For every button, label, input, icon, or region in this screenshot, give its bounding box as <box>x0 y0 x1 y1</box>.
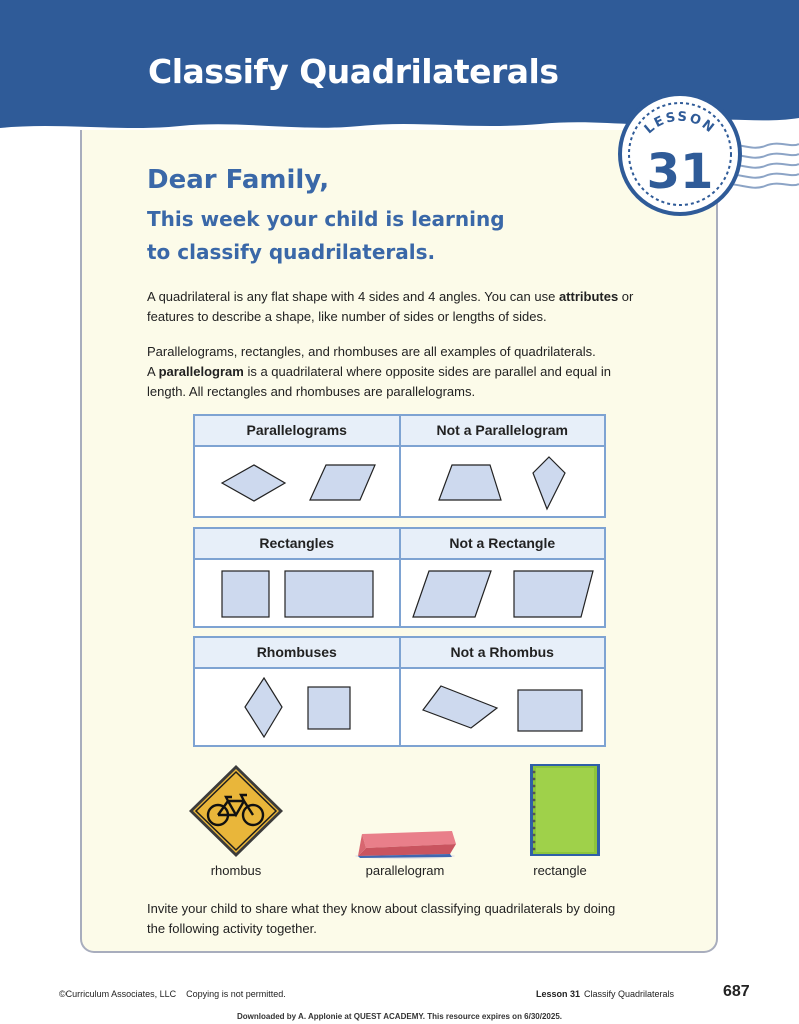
header-rhombuses: Rhombuses <box>256 644 337 660</box>
rectangle-shape <box>285 571 373 617</box>
square-shape <box>222 571 269 617</box>
trapezoid-shape <box>439 465 501 500</box>
intro-line-1: This week your child is learning <box>147 207 505 231</box>
para1-text-b: or features to describe a shape, like number of sides or lengths of sides. <box>147 289 634 324</box>
table-header-row <box>195 638 604 669</box>
caption-parallelogram: parallelogram <box>365 863 445 878</box>
kite-shape <box>533 457 565 509</box>
para1-text-a: A quadrilateral is any flat shape with 4 sides and 4 angles. You can use <box>147 289 559 304</box>
lesson-label: Lesson 31 <box>536 989 581 999</box>
intro-line-2: to classify quadrilaterals. <box>147 240 436 264</box>
trapezoid-shape <box>514 571 593 617</box>
para2-text-a: A <box>147 364 159 379</box>
lesson-title: Classify Quadrilaterals <box>584 989 675 999</box>
header-parallelograms: Parallelograms <box>246 422 347 438</box>
page-number: 687 <box>723 983 750 1000</box>
footer-copyright <box>59 989 286 999</box>
para2-line1: Parallelograms, rectangles, and rhombuses are all examples of quadrilaterals. <box>147 344 596 359</box>
table-header-row <box>195 529 604 560</box>
square-shape <box>308 687 350 729</box>
para1-bold-term: attributes <box>558 289 619 304</box>
table-header-row <box>195 416 604 447</box>
para2-bold-term: parallelogram <box>158 364 244 379</box>
notebook-image <box>526 762 602 858</box>
paragraph-attributes <box>147 287 647 327</box>
rhombus-shape <box>245 678 282 737</box>
invite-text: Invite your child to share what they know about classifying quadrilaterals by doing the following activity together. <box>147 901 616 936</box>
para2-text-b: is a quadrilateral where opposite sides are parallel and equal in length. All rectangles and rhombuses are parallelograms. <box>147 364 611 399</box>
lesson-stamp <box>600 88 799 218</box>
header-rectangles: Rectangles <box>259 535 335 551</box>
rectangle-shapes <box>195 560 604 628</box>
bicycle-sign-image <box>186 763 286 859</box>
page-title: Classify Quadrilaterals <box>148 52 559 91</box>
header-not-a-rectangle: Not a Rectangle <box>399 529 605 558</box>
stamp-word-text: LESSON <box>641 109 719 138</box>
download-note: Downloaded by A. Applonie at QUEST ACADEMY. This resource expires on 6/30/2025. <box>237 1012 562 1021</box>
parallelogram-shapes <box>195 447 604 518</box>
rhombus-table <box>193 636 606 747</box>
copy-notice: Copying is not permitted. <box>186 989 286 999</box>
caption-rectangle: rectangle <box>533 863 587 878</box>
parallelogram-shape <box>413 571 491 617</box>
parallelogram-table <box>193 414 606 518</box>
stamp-number: 31 <box>646 144 714 200</box>
rhombus-shapes <box>195 669 604 747</box>
footer-lesson <box>536 989 674 999</box>
kite-shape <box>423 686 497 728</box>
rectangle-table <box>193 527 606 628</box>
rectangle-shape <box>518 690 582 731</box>
eraser-image <box>352 826 458 860</box>
greeting-title: Dear Family, <box>147 165 330 195</box>
rhombus-shape <box>222 465 285 501</box>
header-not-a-parallelogram: Not a Parallelogram <box>399 416 605 445</box>
copyright-text: ©Curriculum Associates, LLC <box>59 989 177 999</box>
header-not-a-rhombus: Not a Rhombus <box>399 638 605 667</box>
parallelogram-shape <box>310 465 375 500</box>
paragraph-parallelogram <box>147 342 647 402</box>
caption-rhombus: rhombus <box>210 863 262 878</box>
